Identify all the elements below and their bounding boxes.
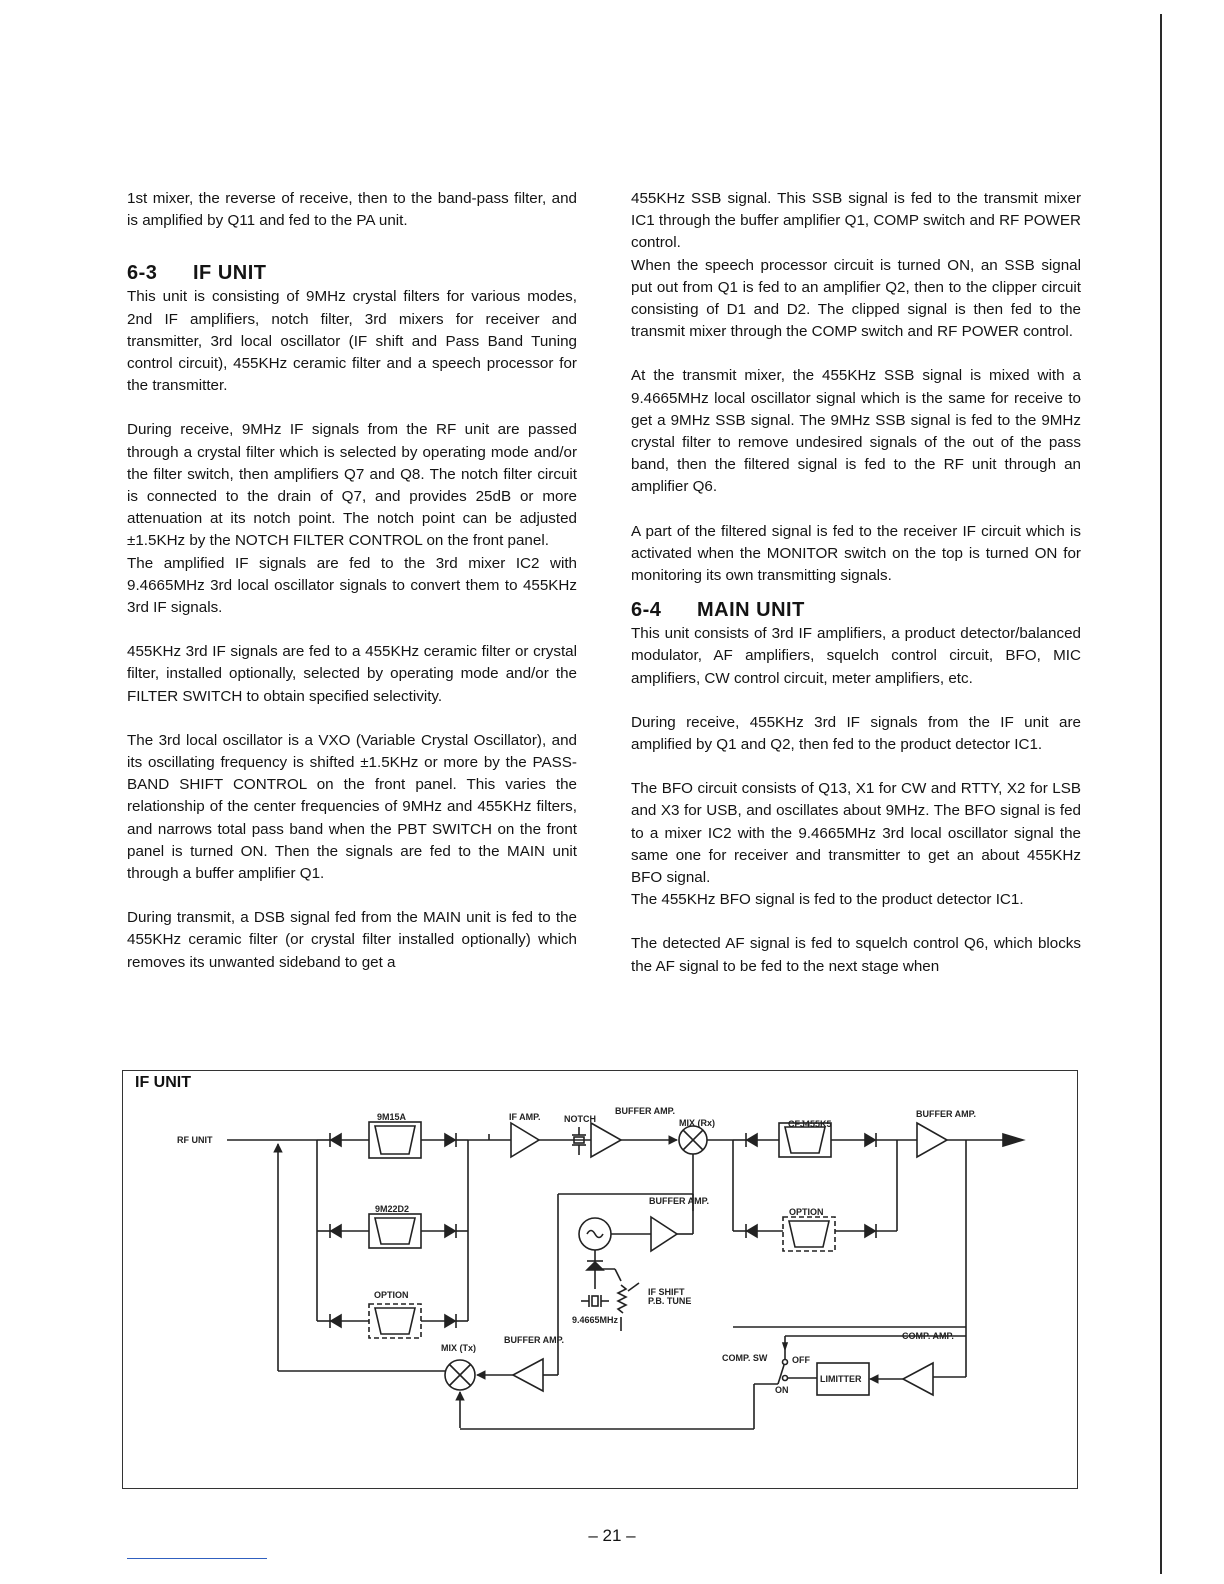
potentiometer-icon — [618, 1283, 639, 1331]
right-column — [631, 188, 1081, 978]
paragraph: When the speech processor circuit is turned ON, an SSB signal put out from Q1 is fed to an amplifier Q2, then to the clipper circuit consisting of D1 and D2. The clipped signal is then fed to the transmit mixer through the COMP switch and RF POWER control. — [631, 256, 1081, 341]
paragraph: The amplified IF signals are fed to the 3rd mixer IC2 with 9.4665MHz 3rd local oscillator signals to convert them to 455KHz 3rd IF signals. — [127, 554, 577, 617]
crystal-icon — [581, 1295, 609, 1307]
paragraph: At the transmit mixer, the 455KHz SSB signal is mixed with a 9.4665MHz local oscillator signal which is the same for receive to get a 9MHz SSB signal. The 9MHz SSB signal is fed to the 9MHz crystal filter to remove undesired signals of the out of the pass band, then the filtered signal is fed to the RF unit through an amplifier Q6. — [631, 367, 1081, 496]
if-unit-block-diagram — [122, 1070, 1078, 1489]
label-pb-tune: P.B. TUNE — [648, 1296, 692, 1306]
label-comp-sw: COMP. SW — [722, 1353, 768, 1363]
label-notch: NOTCH — [564, 1114, 596, 1124]
intro-paragraph: 1st mixer, the reverse of receive, then to the band-pass filter, and is amplified by Q11 and fed to the PA unit. — [127, 190, 577, 230]
diode-icon — [865, 1224, 876, 1238]
section-heading-6-4 — [631, 597, 1081, 623]
diode-icon — [445, 1133, 456, 1147]
filter-symbol-icon — [375, 1308, 415, 1334]
filter-symbol-icon — [375, 1126, 415, 1154]
paragraph: During transmit, a DSB signal fed from the MAIN unit is fed to the 455KHz ceramic filter (or crystal filter installed optionally) which removes its unwanted sideband to get a — [127, 909, 577, 971]
diode-icon — [330, 1224, 341, 1238]
footer-rule — [127, 1558, 267, 1559]
if-amplifier-icon — [511, 1123, 539, 1157]
diagram-canvas — [123, 1071, 1077, 1488]
label-mix-rx: MIX (Rx) — [679, 1118, 715, 1128]
section-number: 6-4 — [631, 599, 662, 622]
label-off: OFF — [792, 1355, 810, 1365]
buffer-amplifier-icon — [917, 1123, 947, 1157]
diode-icon — [445, 1314, 456, 1328]
diagram-title: IF UNIT — [135, 1074, 191, 1091]
diode-icon — [746, 1133, 757, 1147]
label-if-amp: IF AMP. — [509, 1112, 541, 1122]
filter-symbol-icon — [789, 1221, 829, 1247]
buffer-amplifier-icon — [651, 1217, 677, 1251]
label-buffer-amp-bottom: BUFFER AMP. — [504, 1335, 565, 1345]
mixer-rx-icon — [679, 1126, 707, 1154]
label-mix-tx: MIX (Tx) — [441, 1343, 476, 1353]
output-arrow-icon — [1003, 1134, 1023, 1146]
oscillator-icon — [579, 1218, 611, 1250]
label-option-left: OPTION — [374, 1290, 409, 1300]
paragraph: 455KHz SSB signal. This SSB signal is fed to the transmit mixer IC1 through the buffer amplifier Q1, COMP switch and RF POWER control. — [631, 190, 1081, 252]
comp-amplifier-icon — [903, 1363, 933, 1395]
paragraph: During receive, 455KHz 3rd IF signals from the IF unit are amplified by Q1 and Q2, then fed to the product detector IC1. — [631, 713, 1081, 754]
section-title: MAIN UNIT — [697, 599, 805, 622]
label-on: ON — [775, 1385, 789, 1395]
option-filter-left — [369, 1304, 421, 1338]
label-if-shift: IF SHIFT — [648, 1287, 685, 1297]
buffer-amplifier-icon — [591, 1123, 621, 1157]
diode-icon — [445, 1224, 456, 1238]
paragraph: This unit is consisting of 9MHz crystal filters for various modes, 2nd IF amplifiers, notch filter, 3rd mixers for receiver and transmitter, 3rd local oscillator (IF shift and Pass Band Tuning control circuit), 455KHz ceramic filter and a speech processor for the transmitter. — [127, 288, 577, 395]
section-heading-6-3 — [127, 260, 577, 286]
paragraph: A part of the filtered signal is fed to the receiver IF circuit which is activated when the MONITOR switch on the top is turned ON for monitoring its own transmitting signals. — [631, 522, 1081, 585]
page-number: – 21 – — [588, 1526, 636, 1545]
filter-symbol-icon — [785, 1127, 825, 1153]
label-9m22d2: 9M22D2 — [375, 1204, 410, 1214]
paragraph: The 3rd local oscillator is a VXO (Variable Crystal Oscillator), and its oscillating frequency is shifted ±1.5KHz or more by the PASS-BAND SHIFT CONTROL on the front panel. This varies the relationship of the center frequencies of 9MHz and 455KHz filters, and narrows total pass band when the PBT SWITCH on the front panel is turned ON. Then the signals are fed to the MAIN unit through a buffer amplifier Q1. — [127, 731, 577, 883]
filter-symbol-icon — [375, 1218, 415, 1244]
section-title: IF UNIT — [193, 262, 267, 285]
option-filter-right — [783, 1217, 835, 1251]
buffer-amplifier-icon — [513, 1359, 543, 1391]
label-buffer-amp-top: BUFFER AMP. — [615, 1106, 676, 1116]
paragraph: 455KHz 3rd IF signals are fed to a 455KHz ceramic filter or crystal filter, installed optionally, selected by operating mode and/or the FILTER SWITCH to obtain specified selectivity. — [127, 643, 577, 705]
diode-icon — [746, 1224, 757, 1238]
diode-icon — [865, 1133, 876, 1147]
notch-crystal-icon — [572, 1127, 586, 1155]
crystal-filter-9m22d2 — [369, 1214, 421, 1248]
label-rf-unit: RF UNIT — [177, 1135, 213, 1145]
paragraph: The BFO circuit consists of Q13, X1 for CW and RTTY, X2 for LSB and X3 for USB, and oscillates about 9MHz. The BFO signal is fed to a mixer IC2 with the 9.4665MHz 3rd local oscillator signal the same one for receiver and transmitter to get an about 455KHz BFO signal. — [631, 780, 1081, 887]
label-buffer-amp-mid: BUFFER AMP. — [649, 1196, 710, 1206]
label-option-right: OPTION — [789, 1207, 824, 1217]
label-limiter: LIMITTER — [820, 1374, 862, 1384]
paragraph: The 455KHz BFO signal is fed to the product detector IC1. — [631, 891, 1024, 909]
label-9m15a: 9M15A — [377, 1112, 407, 1122]
crystal-filter-9m15a — [369, 1122, 421, 1158]
label-crystal-freq: 9.4665MHz — [572, 1315, 619, 1325]
section-number: 6-3 — [127, 262, 158, 285]
left-column — [127, 188, 577, 974]
label-comp-amp: COMP. AMP. — [902, 1331, 954, 1341]
paragraph: During receive, 9MHz IF signals from the RF unit are passed through a crystal filter which is selected by operating mode and/or the filter switch, then amplifiers Q7 and Q8. The notch filter circuit is connected to the drain of Q7, and provides 25dB or more attenuation at its notch point. The notch point can be adjusted ±1.5KHz by the NOTCH FILTER CONTROL on the front panel. — [127, 421, 577, 550]
label-cfj455k5: CFJ455K5 — [788, 1119, 832, 1129]
paragraph: This unit consists of 3rd IF amplifiers, a product detector/balanced modulator, AF amplifiers, squelch control circuit, BFO, MIC amplifiers, CW control circuit, meter amplifiers, etc. — [631, 625, 1081, 687]
mixer-tx-icon — [445, 1360, 475, 1390]
label-buffer-amp-right: BUFFER AMP. — [916, 1109, 977, 1119]
varactor-diode-icon — [587, 1250, 621, 1289]
page-edge-line — [1160, 14, 1162, 1574]
diode-icon — [330, 1133, 341, 1147]
paragraph: The detected AF signal is fed to squelch control Q6, which blocks the AF signal to be fed to the next stage when — [631, 935, 1081, 975]
diode-icon — [330, 1314, 341, 1328]
